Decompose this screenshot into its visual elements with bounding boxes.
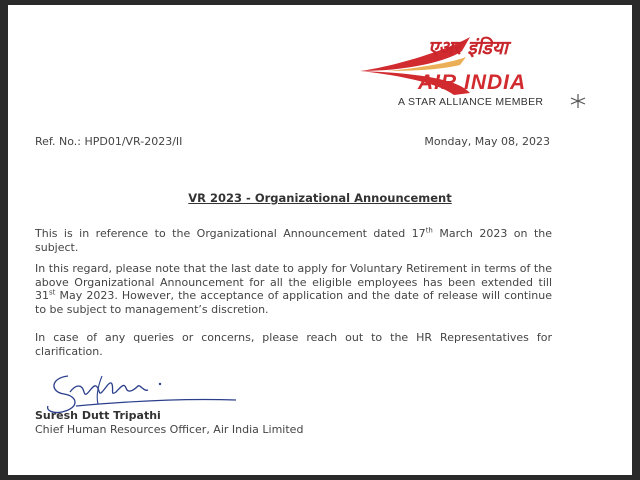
reference-number: Ref. No.: HPD01/VR-2023/II: [35, 135, 183, 148]
subject-heading: VR 2023 - Organizational Announcement: [188, 191, 452, 205]
letter-page: [8, 5, 632, 475]
signatory-title: Chief Human Resources Officer, Air India Limited: [35, 423, 304, 436]
paragraph-extension: In this regard, please note that the last date to apply for Voluntary Retirement in terms of the above Organizational Announcement for all the eligible employees has been extended till 31st May 2023. However, the acceptance of application and the date of release will continue to be subject to management’s discretion.: [35, 262, 552, 316]
hindi-brand-name: एअर इंडिया: [428, 37, 508, 59]
paragraph-queries: In case of any queries or concerns, please reach out to the HR Representatives for clarification.: [35, 331, 552, 358]
alliance-text: A STAR ALLIANCE MEMBER: [398, 96, 544, 108]
brand-name: AIR INDIA: [418, 71, 527, 94]
air-india-logo: [358, 33, 608, 113]
signatory-name: Suresh Dutt Tripathi: [35, 409, 161, 422]
letter-date: Monday, May 08, 2023: [424, 135, 550, 148]
star-alliance-icon: [569, 93, 587, 109]
paragraph-reference: This is in reference to the Organizational Announcement dated 17th March 2023 on the subject.: [35, 226, 552, 254]
